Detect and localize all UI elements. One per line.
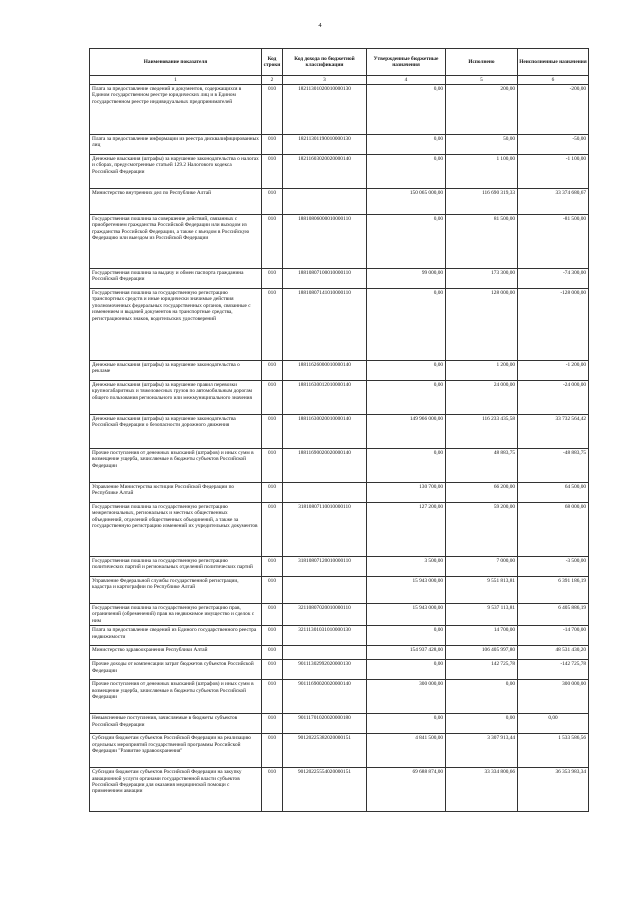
cell-executed: 142 725,78 <box>446 660 518 680</box>
column-number: 1 <box>90 76 262 85</box>
cell-code: 010 <box>262 768 283 812</box>
cell-executed: 81 500,00 <box>446 215 518 269</box>
cell-executed: 173 300,00 <box>446 269 518 289</box>
cell-name: Невыясненные поступления, зачисляемые в бюджеты субъектов Российской Федерации <box>90 714 262 734</box>
cell-unexecuted: 1 533 586,56 <box>518 734 589 768</box>
cell-code: 010 <box>262 483 283 503</box>
cell-name: Денежные взыскания (штрафы) за нарушение законодательства о налогах и сборах, предусмотренные статьей 129.2 Налогового кодекса Российской Федерации <box>90 155 262 189</box>
cell-unexecuted: -48 883,75 <box>518 449 589 483</box>
cell-approved: 300 000,00 <box>367 680 446 714</box>
cell-name: Плата за предоставление сведений и документов, содержащихся в Едином государственном реестре юридических лиц и в Едином государственном реестре индивидуальных предпринимателей <box>90 85 262 135</box>
cell-code: 010 <box>262 361 283 381</box>
cell-unexecuted: 64 500,00 <box>518 483 589 503</box>
cell-approved: 15 943 000,00 <box>367 577 446 604</box>
cell-code: 010 <box>262 714 283 734</box>
table-row <box>90 604 589 626</box>
table-row <box>90 768 589 812</box>
cell-name: Государственная пошлина за государственную регистрацию политических партий и региональных отделений политических партий <box>90 557 262 577</box>
cell-unexecuted: -1 200,00 <box>518 361 589 381</box>
cell-name: Государственная пошлина за государственную регистрацию межрегиональных, региональных и местных общественных объединений, отделений общественных объединений, а также за государственную регистрацию изменений их учредительных документов <box>90 503 262 557</box>
cell-executed: 50,00 <box>446 135 518 155</box>
cell-unexecuted: -3 500,00 <box>518 557 589 577</box>
cell-approved: 0,00 <box>367 289 446 361</box>
table-row <box>90 415 589 449</box>
cell-code: 010 <box>262 189 283 215</box>
cell-kbk: 90120225382020000151 <box>283 734 367 768</box>
cell-executed: 0,00 <box>446 680 518 714</box>
table-row <box>90 503 589 557</box>
cell-executed: 48 883,75 <box>446 449 518 483</box>
table-header-row <box>90 49 589 76</box>
cell-name: Управление Федеральной службы государственной регистрации, кадастра и картографии по Республике Алтай <box>90 577 262 604</box>
header-approved: Утвержденные бюджетные назначения <box>367 49 446 76</box>
cell-kbk: 18211301190010000130 <box>283 135 367 155</box>
cell-executed: 1 200,00 <box>446 361 518 381</box>
cell-approved: 0,00 <box>367 714 446 734</box>
cell-executed: 116 233 435,58 <box>446 415 518 449</box>
cell-name: Денежные взыскания (штрафы) за нарушение правил перевозки крупногабаритных и тяжеловесных грузов по автомобильным дорогам общего пользования регионального или межмуниципального значения <box>90 381 262 415</box>
table-row <box>90 215 589 269</box>
cell-unexecuted: 6 391 186,19 <box>518 577 589 604</box>
cell-executed: 116 690 319,33 <box>446 189 518 215</box>
cell-name: Государственная пошлина за государственную регистрацию транспортных средств и иные юридически значимые действия уполномоченных федеральных государственных органов, связанные с изменением и выдачей документов на транспортные средства, регистрационных знаков, водительских удостоверений <box>90 289 262 361</box>
cell-code: 010 <box>262 289 283 361</box>
cell-name: Денежные взыскания (штрафы) за нарушение законодательства о рекламе <box>90 361 262 381</box>
cell-code: 010 <box>262 503 283 557</box>
table-row <box>90 660 589 680</box>
cell-code: 010 <box>262 155 283 189</box>
cell-name: Управление Министерства юстиции Российской Федерации по Республике Алтай <box>90 483 262 503</box>
cell-unexecuted: -142 725,78 <box>518 660 589 680</box>
cell-kbk: 32110807020010000110 <box>283 604 367 626</box>
cell-unexecuted: 68 000,00 <box>518 503 589 557</box>
column-number: 2 <box>262 76 283 85</box>
cell-approved: 154 937 428,00 <box>367 646 446 660</box>
cell-approved: 0,00 <box>367 155 446 189</box>
cell-name: Министерство здравоохранения Республики Алтай <box>90 646 262 660</box>
cell-unexecuted: -24 000,00 <box>518 381 589 415</box>
cell-kbk: 32111301031010000130 <box>283 626 367 646</box>
cell-unexecuted: -128 000,00 <box>518 289 589 361</box>
cell-kbk: 18811626000010000140 <box>283 361 367 381</box>
table-row <box>90 289 589 361</box>
cell-unexecuted: -81 500,00 <box>518 215 589 269</box>
cell-code: 010 <box>262 85 283 135</box>
cell-executed: 24 000,00 <box>446 381 518 415</box>
table-row <box>90 680 589 714</box>
cell-unexecuted: 300 000,00 <box>518 680 589 714</box>
cell-executed: 106 405 997,80 <box>446 646 518 660</box>
cell-code: 010 <box>262 215 283 269</box>
header-unexecuted: Неисполненные назначения <box>518 49 589 76</box>
cell-code: 010 <box>262 734 283 768</box>
cell-unexecuted: 6 405 886,19 <box>518 604 589 626</box>
cell-kbk <box>283 189 367 215</box>
table-row <box>90 557 589 577</box>
cell-name: Государственная пошлина за государственную регистрацию прав, ограничений (обременений) прав на недвижимое имущество и сделок с ним <box>90 604 262 626</box>
cell-code: 010 <box>262 415 283 449</box>
header-executed: Исполнено <box>446 49 518 76</box>
cell-kbk: 18810806000010000110 <box>283 215 367 269</box>
cell-code: 010 <box>262 577 283 604</box>
cell-approved: 3 500,00 <box>367 557 446 577</box>
table-row <box>90 189 589 215</box>
cell-code: 010 <box>262 449 283 483</box>
table-row <box>90 269 589 289</box>
cell-approved: 0,00 <box>367 660 446 680</box>
cell-approved: 0,00 <box>367 361 446 381</box>
cell-approved: 150 065 000,00 <box>367 189 446 215</box>
cell-unexecuted: -74 300,00 <box>518 269 589 289</box>
cell-kbk: 90120225554020000151 <box>283 768 367 812</box>
column-number: 5 <box>446 76 518 85</box>
cell-executed: 9 537 113,81 <box>446 604 518 626</box>
column-number: 6 <box>518 76 589 85</box>
cell-executed: 3 307 913,44 <box>446 734 518 768</box>
cell-unexecuted: 33 374 680,67 <box>518 189 589 215</box>
cell-executed: 0,00 <box>446 714 518 734</box>
cell-name: Субсидии бюджетам субъектов Российской Федерации на реализацию отдельных мероприятий государственной программы Российской Федерации "Развитие здравоохранения" <box>90 734 262 768</box>
cell-name: Прочие поступления от денежных взысканий (штрафов) и иных сумм в возмещение ущерба, зачисляемые в бюджеты субъектов Российской Федерации <box>90 449 262 483</box>
report-table <box>89 48 589 812</box>
cell-unexecuted: -1 100,00 <box>518 155 589 189</box>
cell-approved: 15 943 000,00 <box>367 604 446 626</box>
cell-kbk: 18811630020010000140 <box>283 415 367 449</box>
cell-executed: 1 100,00 <box>446 155 518 189</box>
header-kbk: Код дохода по бюджетной классификации <box>283 49 367 76</box>
cell-unexecuted: -14 700,00 <box>518 626 589 646</box>
table-row <box>90 483 589 503</box>
table-row <box>90 646 589 660</box>
cell-approved: 0,00 <box>367 626 446 646</box>
cell-approved: 149 966 000,00 <box>367 415 446 449</box>
cell-kbk: 90111690020020000140 <box>283 680 367 714</box>
cell-kbk: 31810807120010000110 <box>283 557 367 577</box>
cell-executed: 128 000,00 <box>446 289 518 361</box>
cell-executed: 9 551 813,81 <box>446 577 518 604</box>
cell-kbk: 18810807141010000110 <box>283 289 367 361</box>
cell-code: 010 <box>262 269 283 289</box>
cell-unexecuted: 36 353 983,34 <box>518 768 589 812</box>
cell-approved: 130 700,00 <box>367 483 446 503</box>
cell-code: 010 <box>262 381 283 415</box>
cell-code: 010 <box>262 646 283 660</box>
table-row <box>90 734 589 768</box>
column-number: 4 <box>367 76 446 85</box>
cell-unexecuted: 0,00 <box>518 714 589 734</box>
header-name: Наименование показателя <box>90 49 262 76</box>
cell-unexecuted: -200,00 <box>518 85 589 135</box>
cell-code: 010 <box>262 626 283 646</box>
cell-executed: 14 700,00 <box>446 626 518 646</box>
cell-name: Государственная пошлина за совершение действий, связанных с приобретением гражданства Российской Федерации или выходом из гражданства Российской Федерации, а также с въездом в Российскую Федерацию или выездом из Российской Федерации <box>90 215 262 269</box>
cell-executed: 59 200,00 <box>446 503 518 557</box>
cell-approved: 69 688 874,00 <box>367 768 446 812</box>
column-number-row <box>90 76 589 85</box>
table-row <box>90 361 589 381</box>
header-code: Код строки <box>262 49 283 76</box>
cell-name: Государственная пошлина за выдачу и обмен паспорта гражданина Российской Федерации <box>90 269 262 289</box>
table-row <box>90 449 589 483</box>
cell-kbk <box>283 646 367 660</box>
cell-executed: 66 200,00 <box>446 483 518 503</box>
cell-name: Плата за предоставление сведений из Единого государственного реестра недвижимости <box>90 626 262 646</box>
cell-approved: 0,00 <box>367 381 446 415</box>
cell-approved: 127 200,00 <box>367 503 446 557</box>
cell-name: Прочие доходы от компенсации затрат бюджетов субъектов Российской Федерации <box>90 660 262 680</box>
cell-name: Министерство внутренних дел по Республике Алтай <box>90 189 262 215</box>
page-number: 4 <box>318 22 322 29</box>
cell-kbk: 90111302992020000130 <box>283 660 367 680</box>
cell-approved: 0,00 <box>367 449 446 483</box>
cell-kbk: 18811690020020000140 <box>283 449 367 483</box>
cell-unexecuted: 48 531 430,20 <box>518 646 589 660</box>
cell-code: 010 <box>262 680 283 714</box>
cell-name: Субсидии бюджетам субъектов Российской Федерации на закупку авиационной услуги органами государственной власти субъектов Российской Федерации для оказания медицинской помощи с применением авиации <box>90 768 262 812</box>
cell-kbk: 90111701020020000180 <box>283 714 367 734</box>
cell-kbk: 18810807100010000110 <box>283 269 367 289</box>
cell-name: Плата за предоставление информации из реестра дисквалифицированных лиц <box>90 135 262 155</box>
cell-approved: 99 000,00 <box>367 269 446 289</box>
table-row <box>90 155 589 189</box>
column-number: 3 <box>283 76 367 85</box>
table-row <box>90 135 589 155</box>
cell-code: 010 <box>262 135 283 155</box>
cell-approved: 4 841 500,00 <box>367 734 446 768</box>
cell-code: 010 <box>262 604 283 626</box>
cell-unexecuted: 33 732 564,42 <box>518 415 589 449</box>
cell-code: 010 <box>262 660 283 680</box>
cell-name: Денежные взыскания (штрафы) за нарушение законодательства Российской Федерации о безопасности дорожного движения <box>90 415 262 449</box>
cell-unexecuted: -50,00 <box>518 135 589 155</box>
table-row <box>90 626 589 646</box>
cell-name: Прочие поступления от денежных взысканий (штрафов) и иных сумм в возмещение ущерба, зачисляемые в бюджеты субъектов Российской Федерации <box>90 680 262 714</box>
table-row <box>90 85 589 135</box>
cell-kbk: 18211603020020000140 <box>283 155 367 189</box>
cell-approved: 0,00 <box>367 135 446 155</box>
table-row <box>90 577 589 604</box>
cell-kbk: 18811630012010000140 <box>283 381 367 415</box>
cell-kbk: 18211301020010000130 <box>283 85 367 135</box>
cell-executed: 200,00 <box>446 85 518 135</box>
cell-executed: 33 334 800,66 <box>446 768 518 812</box>
cell-kbk: 31810807110010000110 <box>283 503 367 557</box>
cell-approved: 0,00 <box>367 215 446 269</box>
cell-code: 010 <box>262 557 283 577</box>
cell-approved: 0,00 <box>367 85 446 135</box>
cell-kbk <box>283 483 367 503</box>
cell-kbk <box>283 577 367 604</box>
table-row <box>90 381 589 415</box>
table-row <box>90 714 589 734</box>
cell-executed: 7 000,00 <box>446 557 518 577</box>
